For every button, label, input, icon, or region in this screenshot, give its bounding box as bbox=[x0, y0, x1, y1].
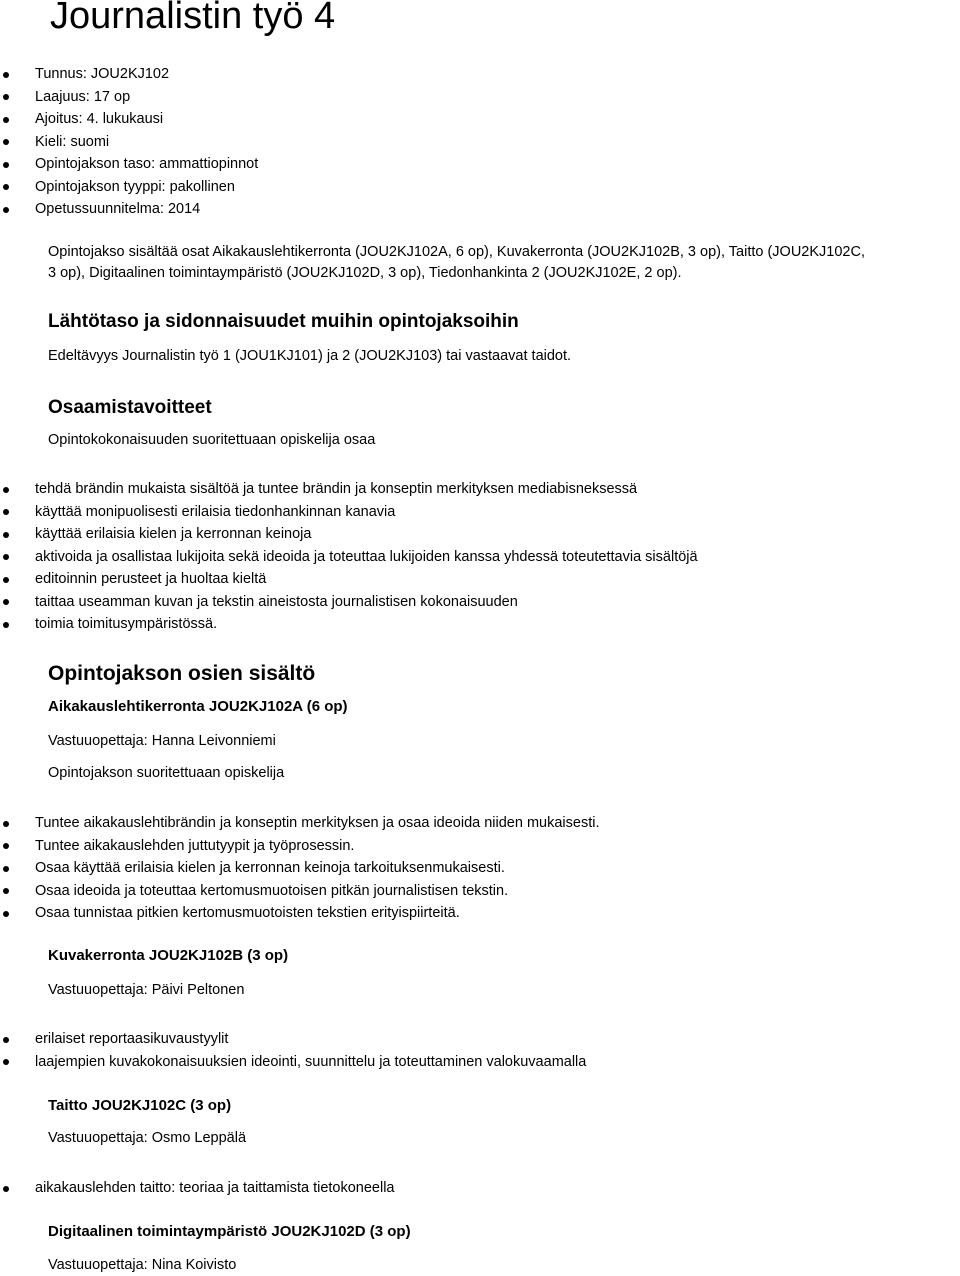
prerequisites-text: Edeltävyys Journalistin työ 1 (JOU1KJ101) ja 2 (JOU2KJ103) tai vastaavat taidot. bbox=[48, 348, 572, 364]
part-a-list bbox=[0, 812, 599, 925]
contents-paragraph-line: Opintojakso sisältää osat Aikakauslehtikerronta (JOU2KJ102A, 6 op), Kuvakerronta (JOU2KJ102B, 3 op), Taitto (JOU2KJ102C, bbox=[48, 244, 865, 260]
bullet-icon bbox=[3, 117, 9, 123]
prerequisites-heading: Lähtötaso ja sidonnaisuudet muihin opintojaksoihin bbox=[48, 311, 519, 332]
list-item: Osaa käyttää erilaisia kielen ja kerronnan keinoja tarkoituksenmukaisesti. bbox=[0, 857, 599, 880]
bullet-icon bbox=[3, 72, 9, 78]
bullet-icon bbox=[3, 554, 9, 560]
part-c-title: Taitto JOU2KJ102C (3 op) bbox=[48, 1097, 232, 1114]
list-item: toimia toimitusympäristössä. bbox=[0, 613, 698, 636]
list-item: Opintojakson taso: ammattiopinnot bbox=[0, 153, 258, 176]
bullet-icon bbox=[3, 532, 9, 538]
list-item: aikakauslehden taitto: teoriaa ja taittamista tietokoneella bbox=[0, 1177, 395, 1200]
objectives-intro: Opintokokonaisuuden suoritettuaan opiskelija osaa bbox=[48, 432, 376, 448]
list-item: Kieli: suomi bbox=[0, 131, 258, 154]
bullet-icon bbox=[3, 139, 9, 145]
part-a-intro: Opintojakson suoritettuaan opiskelija bbox=[48, 765, 285, 781]
list-item: Tuntee aikakauslehtibrändin ja konseptin merkityksen ja osaa ideoida niiden mukaisesti. bbox=[0, 812, 599, 835]
parts-heading: Opintojakson osien sisältö bbox=[48, 662, 316, 685]
list-item: käyttää erilaisia kielen ja kerronnan keinoja bbox=[0, 523, 698, 546]
bullet-icon bbox=[3, 622, 9, 628]
list-item: editoinnin perusteet ja huoltaa kieltä bbox=[0, 568, 698, 591]
bullet-icon bbox=[3, 821, 9, 827]
course-info-list bbox=[0, 63, 258, 221]
bullet-icon bbox=[3, 577, 9, 583]
part-c-list bbox=[0, 1177, 395, 1200]
bullet-icon bbox=[3, 866, 9, 872]
part-d-title: Digitaalinen toimintaympäristö JOU2KJ102D (3 op) bbox=[48, 1223, 411, 1240]
list-item: Tunnus: JOU2KJ102 bbox=[0, 63, 258, 86]
list-item: Tuntee aikakauslehden juttutyypit ja työprosessin. bbox=[0, 835, 599, 858]
part-d-teacher: Vastuuopettaja: Nina Koivisto bbox=[48, 1257, 237, 1273]
document-title: Journalistin työ 4 bbox=[50, 0, 336, 37]
bullet-icon bbox=[3, 162, 9, 168]
bullet-icon bbox=[3, 94, 9, 100]
objectives-list bbox=[0, 478, 698, 636]
objectives-heading: Osaamistavoitteet bbox=[48, 397, 212, 418]
list-item: käyttää monipuolisesti erilaisia tiedonhankinnan kanavia bbox=[0, 501, 698, 524]
bullet-icon bbox=[3, 888, 9, 894]
list-item: laajempien kuvakokonaisuuksien ideointi, suunnittelu ja toteuttaminen valokuvaamalla bbox=[0, 1051, 586, 1074]
list-item: Osaa tunnistaa pitkien kertomusmuotoisten tekstien erityispiirteitä. bbox=[0, 902, 599, 925]
part-c-teacher: Vastuuopettaja: Osmo Leppälä bbox=[48, 1130, 247, 1146]
bullet-icon bbox=[3, 1059, 9, 1065]
bullet-icon bbox=[3, 1037, 9, 1043]
bullet-icon bbox=[3, 184, 9, 190]
bullet-icon bbox=[3, 599, 9, 605]
list-item: Laajuus: 17 op bbox=[0, 86, 258, 109]
list-item: tehdä brändin mukaista sisältöä ja tuntee brändin ja konseptin merkityksen mediabisneksessä bbox=[0, 478, 698, 501]
list-item: Opintojakson tyyppi: pakollinen bbox=[0, 176, 258, 199]
list-item: taittaa useamman kuvan ja tekstin aineistosta journalistisen kokonaisuuden bbox=[0, 591, 698, 614]
bullet-icon bbox=[3, 207, 9, 213]
bullet-icon bbox=[3, 509, 9, 515]
part-b-teacher: Vastuuopettaja: Päivi Peltonen bbox=[48, 982, 245, 998]
part-b-title: Kuvakerronta JOU2KJ102B (3 op) bbox=[48, 947, 289, 964]
list-item: aktivoida ja osallistaa lukijoita sekä ideoida ja toteuttaa lukijoiden kanssa yhdessä toteutettavia sisältöjä bbox=[0, 546, 698, 569]
list-item: erilaiset reportaasikuvaustyylit bbox=[0, 1028, 586, 1051]
list-item: Osaa ideoida ja toteuttaa kertomusmuotoisen pitkän journalistisen tekstin. bbox=[0, 880, 599, 903]
part-a-title: Aikakauslehtikerronta JOU2KJ102A (6 op) bbox=[48, 698, 348, 715]
bullet-icon bbox=[3, 487, 9, 493]
bullet-icon bbox=[3, 843, 9, 849]
list-item: Ajoitus: 4. lukukausi bbox=[0, 108, 258, 131]
list-item: Opetussuunnitelma: 2014 bbox=[0, 198, 258, 221]
bullet-icon bbox=[3, 911, 9, 917]
contents-paragraph-line: 3 op), Digitaalinen toimintaympäristö (JOU2KJ102D, 3 op), Tiedonhankinta 2 (JOU2KJ102E, 2 op). bbox=[48, 265, 682, 281]
bullet-icon bbox=[3, 1186, 9, 1192]
part-a-teacher: Vastuuopettaja: Hanna Leivonniemi bbox=[48, 733, 276, 749]
part-b-list bbox=[0, 1028, 586, 1073]
